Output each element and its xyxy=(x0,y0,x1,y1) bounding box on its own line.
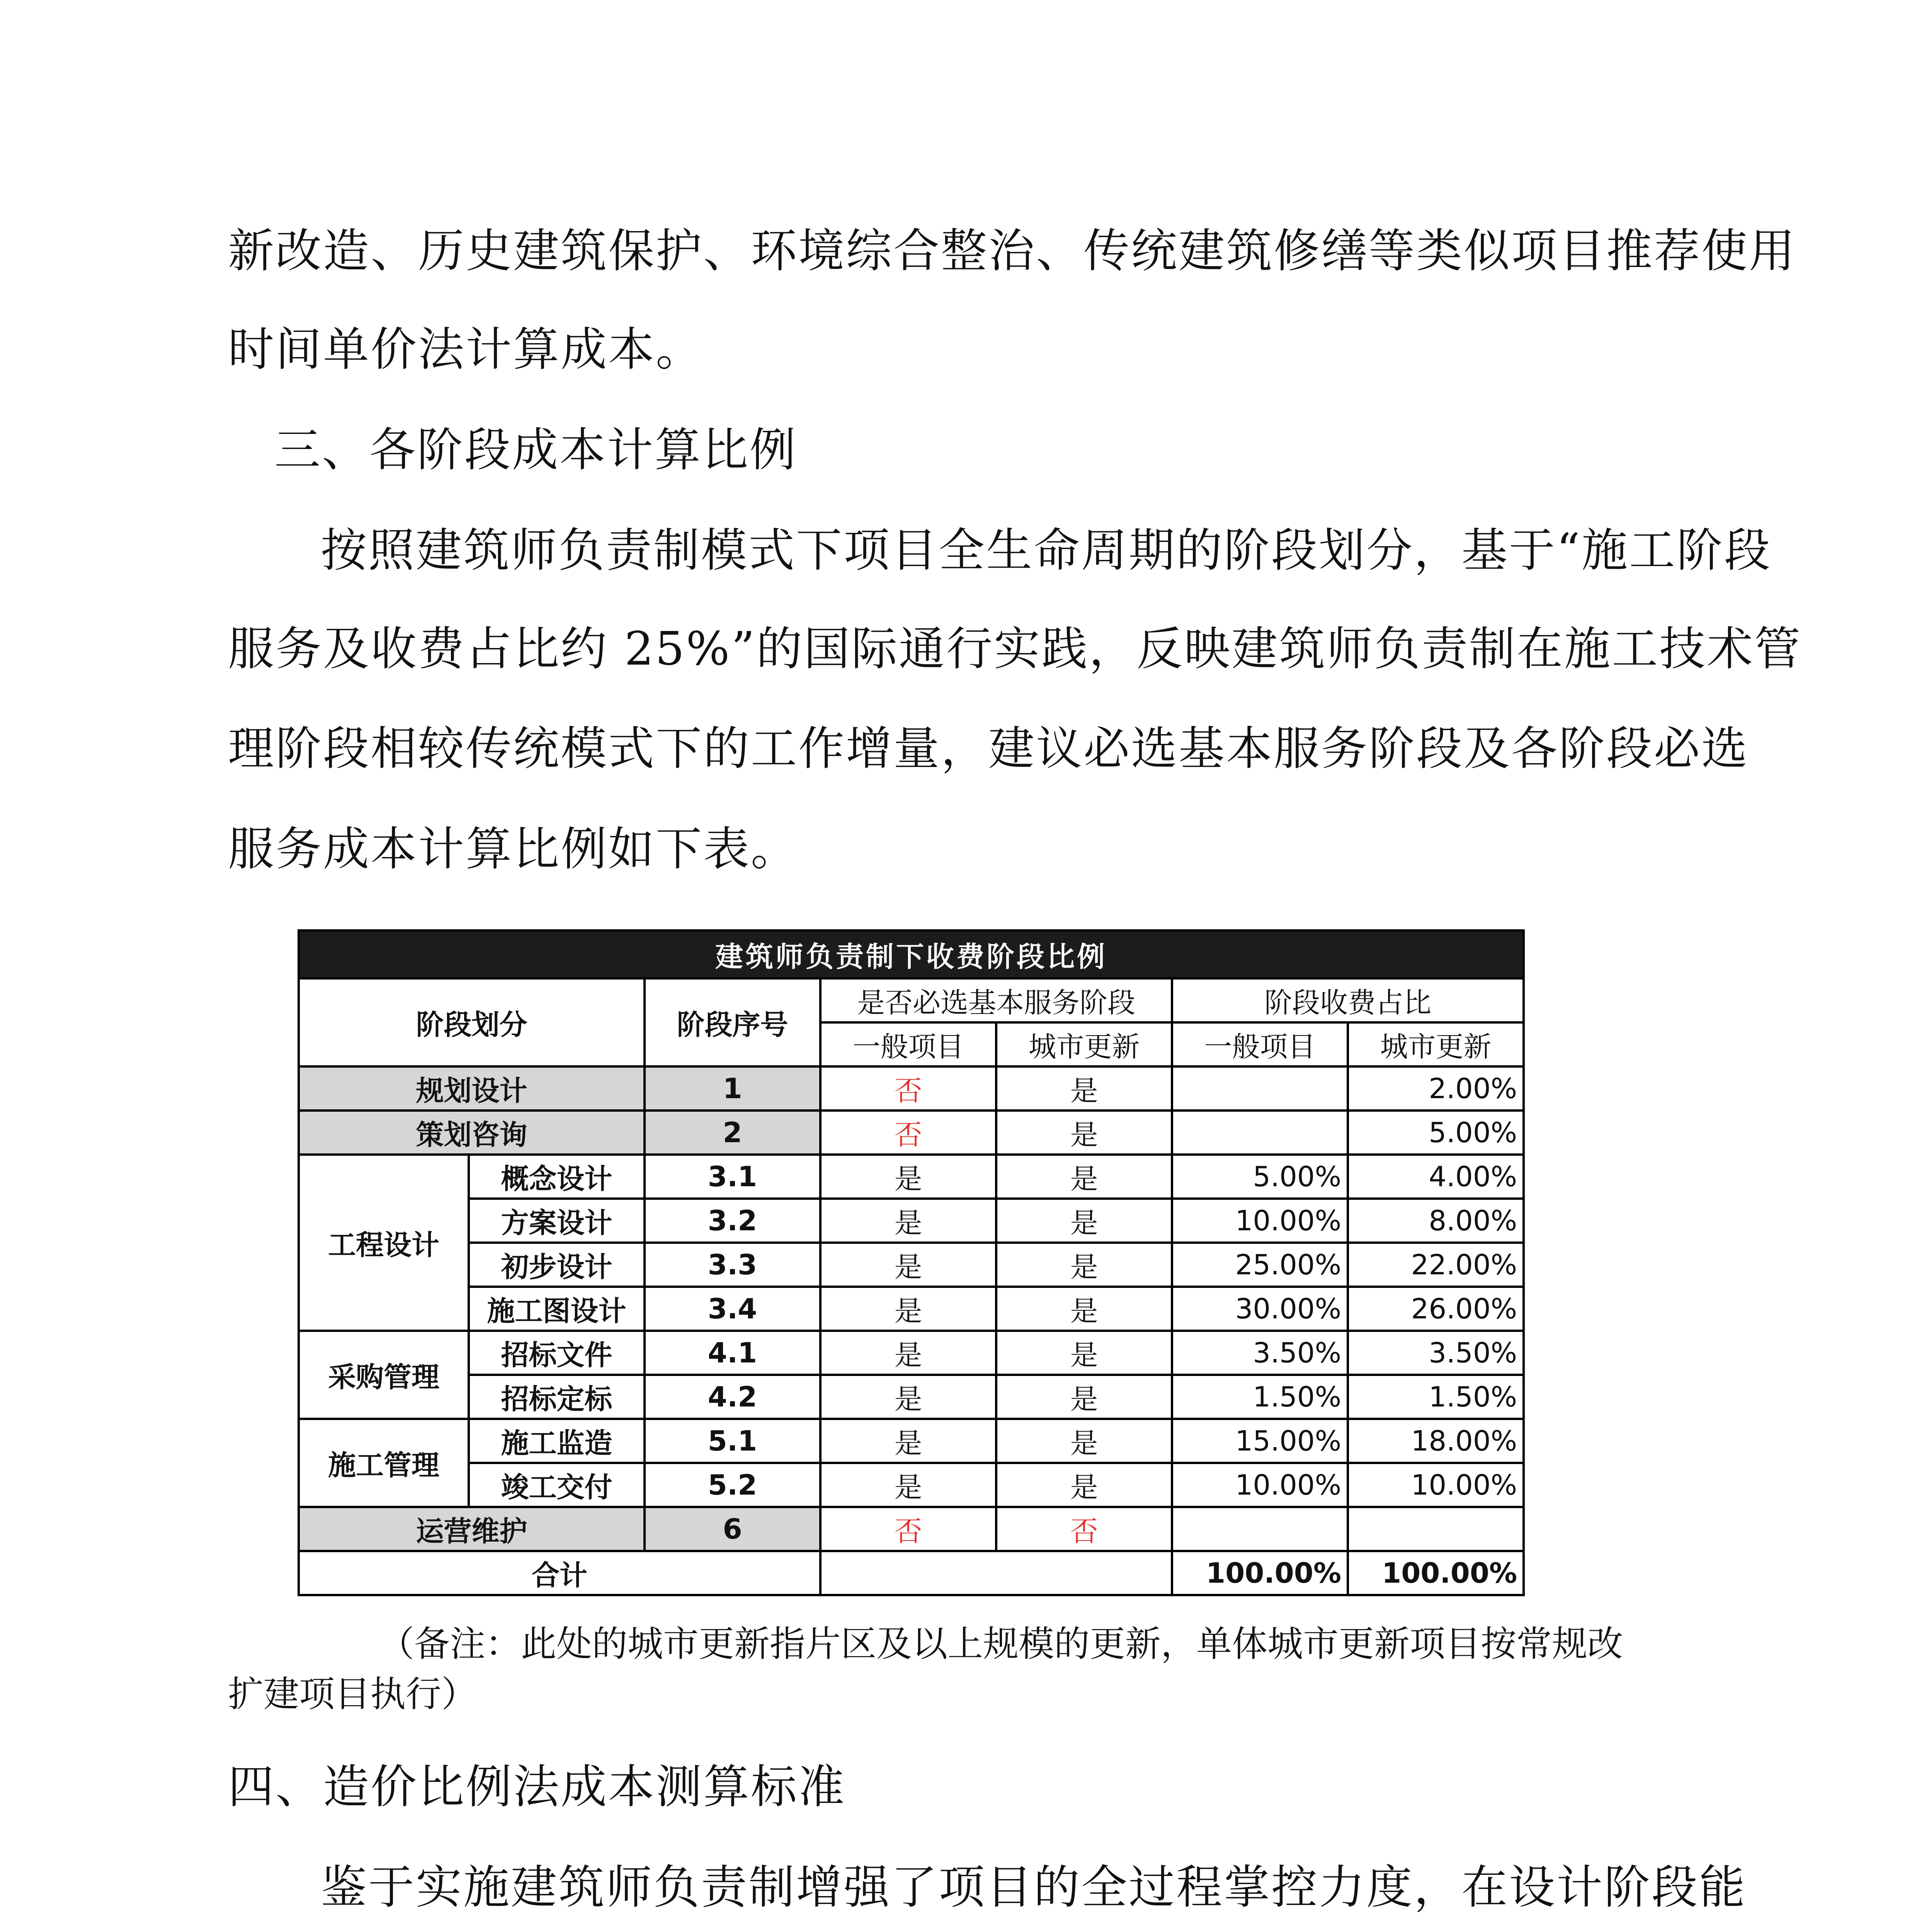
header-ratio-general: 一般项目 xyxy=(1172,1022,1348,1066)
paragraph-line: 服务及收费占比约 25%”的国际通行实践，反映建筑师负责制在施工技术管 xyxy=(228,622,1802,676)
required-urban: 是 xyxy=(996,1199,1172,1243)
stage-seq: 4.1 xyxy=(645,1331,820,1375)
ratio-general: 10.00% xyxy=(1172,1199,1348,1243)
table-row xyxy=(299,1199,1524,1243)
table-row xyxy=(299,1111,1524,1155)
table-title: 建筑师负责制下收费阶段比例 xyxy=(299,930,1524,978)
required-general: 是 xyxy=(820,1155,996,1199)
required-general: 是 xyxy=(820,1243,996,1287)
required-urban: 是 xyxy=(996,1419,1172,1463)
ratio-urban: 4.00% xyxy=(1348,1155,1524,1199)
stage-name: 策划咨询 xyxy=(299,1111,645,1155)
required-general: 是 xyxy=(820,1199,996,1243)
required-urban: 是 xyxy=(996,1243,1172,1287)
required-urban: 是 xyxy=(996,1375,1172,1419)
stage-seq: 3.4 xyxy=(645,1287,820,1331)
required-urban: 是 xyxy=(996,1331,1172,1375)
table-note: 扩建项目执行） xyxy=(228,1673,477,1715)
table-row xyxy=(299,1155,1524,1199)
stage-name: 施工图设计 xyxy=(469,1287,645,1331)
stage-name: 初步设计 xyxy=(469,1243,645,1287)
table-row xyxy=(299,1066,1524,1111)
fee-ratio-table xyxy=(298,929,1525,1596)
required-general: 否 xyxy=(820,1066,996,1111)
table-row xyxy=(299,1463,1524,1507)
required-general: 否 xyxy=(820,1111,996,1155)
header-required: 是否必选基本服务阶段 xyxy=(820,978,1172,1022)
stage-name: 竣工交付 xyxy=(469,1463,645,1507)
paragraph-line: 按照建筑师负责制模式下项目全生命周期的阶段划分，基于“施工阶段 xyxy=(321,524,1772,577)
header-ratio-urban: 城市更新 xyxy=(1348,1022,1524,1066)
total-urban: 100.00% xyxy=(1348,1551,1524,1595)
stage-seq: 3.3 xyxy=(645,1243,820,1287)
group-name-engineering: 工程设计 xyxy=(299,1155,469,1331)
stage-name: 施工监造 xyxy=(469,1419,645,1463)
ratio-urban: 2.00% xyxy=(1348,1066,1524,1111)
table-row xyxy=(299,1375,1524,1419)
header-required-general: 一般项目 xyxy=(820,1022,996,1066)
required-urban: 否 xyxy=(996,1507,1172,1551)
paragraph-line: 新改造、历史建筑保护、环境综合整治、传统建筑修缮等类似项目推荐使用 xyxy=(228,224,1796,278)
stage-seq: 3.2 xyxy=(645,1199,820,1243)
ratio-general xyxy=(1172,1066,1348,1111)
ratio-general: 3.50% xyxy=(1172,1331,1348,1375)
header-ratio: 阶段收费占比 xyxy=(1172,978,1524,1022)
total-label: 合计 xyxy=(299,1551,820,1595)
ratio-general: 15.00% xyxy=(1172,1419,1348,1463)
stage-name: 招标文件 xyxy=(469,1331,645,1375)
required-general: 是 xyxy=(820,1375,996,1419)
header-required-urban: 城市更新 xyxy=(996,1022,1172,1066)
ratio-urban: 22.00% xyxy=(1348,1243,1524,1287)
table-row xyxy=(299,1419,1524,1463)
stage-seq: 3.1 xyxy=(645,1155,820,1199)
stage-name: 运营维护 xyxy=(299,1507,645,1551)
ratio-general: 30.00% xyxy=(1172,1287,1348,1331)
required-general: 否 xyxy=(820,1507,996,1551)
ratio-urban: 5.00% xyxy=(1348,1111,1524,1155)
ratio-urban: 10.00% xyxy=(1348,1463,1524,1507)
paragraph-line: 时间单价法计算成本。 xyxy=(228,323,703,376)
fee-ratio-table-wrapper xyxy=(298,929,1522,1596)
stage-name: 方案设计 xyxy=(469,1199,645,1243)
required-general: 是 xyxy=(820,1331,996,1375)
required-urban: 是 xyxy=(996,1463,1172,1507)
ratio-urban: 26.00% xyxy=(1348,1287,1524,1331)
stage-seq: 5.2 xyxy=(645,1463,820,1507)
ratio-general xyxy=(1172,1507,1348,1551)
group-name-construction: 施工管理 xyxy=(299,1419,469,1507)
ratio-general: 1.50% xyxy=(1172,1375,1348,1419)
ratio-urban: 8.00% xyxy=(1348,1199,1524,1243)
stage-seq: 4.2 xyxy=(645,1375,820,1419)
stage-name: 概念设计 xyxy=(469,1155,645,1199)
total-general: 100.00% xyxy=(1172,1551,1348,1595)
table-row xyxy=(299,1287,1524,1331)
stage-seq: 5.1 xyxy=(645,1419,820,1463)
paragraph-line: 服务成本计算比例如下表。 xyxy=(228,823,798,876)
stage-seq: 1 xyxy=(645,1066,820,1111)
table-row xyxy=(299,1243,1524,1287)
table-total-row xyxy=(299,1551,1524,1595)
stage-seq: 2 xyxy=(645,1111,820,1155)
ratio-urban: 18.00% xyxy=(1348,1419,1524,1463)
total-empty xyxy=(820,1551,1172,1595)
ratio-urban xyxy=(1348,1507,1524,1551)
required-urban: 是 xyxy=(996,1111,1172,1155)
paragraph-line: 鉴于实施建筑师负责制增强了项目的全过程掌控力度，在设计阶段能 xyxy=(321,1861,1747,1914)
stage-seq: 6 xyxy=(645,1507,820,1551)
paragraph-line: 理阶段相较传统模式下的工作增量，建议必选基本服务阶段及各阶段必选 xyxy=(228,722,1749,776)
table-row xyxy=(299,1507,1524,1551)
required-urban: 是 xyxy=(996,1066,1172,1111)
group-name-procurement: 采购管理 xyxy=(299,1331,469,1419)
required-urban: 是 xyxy=(996,1155,1172,1199)
ratio-general: 10.00% xyxy=(1172,1463,1348,1507)
stage-name: 招标定标 xyxy=(469,1375,645,1419)
required-general: 是 xyxy=(820,1287,996,1331)
stage-name: 规划设计 xyxy=(299,1066,645,1111)
ratio-general: 25.00% xyxy=(1172,1243,1348,1287)
ratio-general: 5.00% xyxy=(1172,1155,1348,1199)
header-stage: 阶段划分 xyxy=(299,978,645,1066)
ratio-urban: 3.50% xyxy=(1348,1331,1524,1375)
required-general: 是 xyxy=(820,1419,996,1463)
ratio-urban: 1.50% xyxy=(1348,1375,1524,1419)
required-urban: 是 xyxy=(996,1287,1172,1331)
table-row xyxy=(299,1331,1524,1375)
section-heading: 三、各阶段成本计算比例 xyxy=(274,423,797,477)
required-general: 是 xyxy=(820,1463,996,1507)
table-note: （备注：此处的城市更新指片区及以上规模的更新，单体城市更新项目按常规改 xyxy=(379,1623,1623,1665)
header-seq: 阶段序号 xyxy=(645,978,820,1066)
section-heading: 四、造价比例法成本测算标准 xyxy=(228,1760,846,1814)
ratio-general xyxy=(1172,1111,1348,1155)
